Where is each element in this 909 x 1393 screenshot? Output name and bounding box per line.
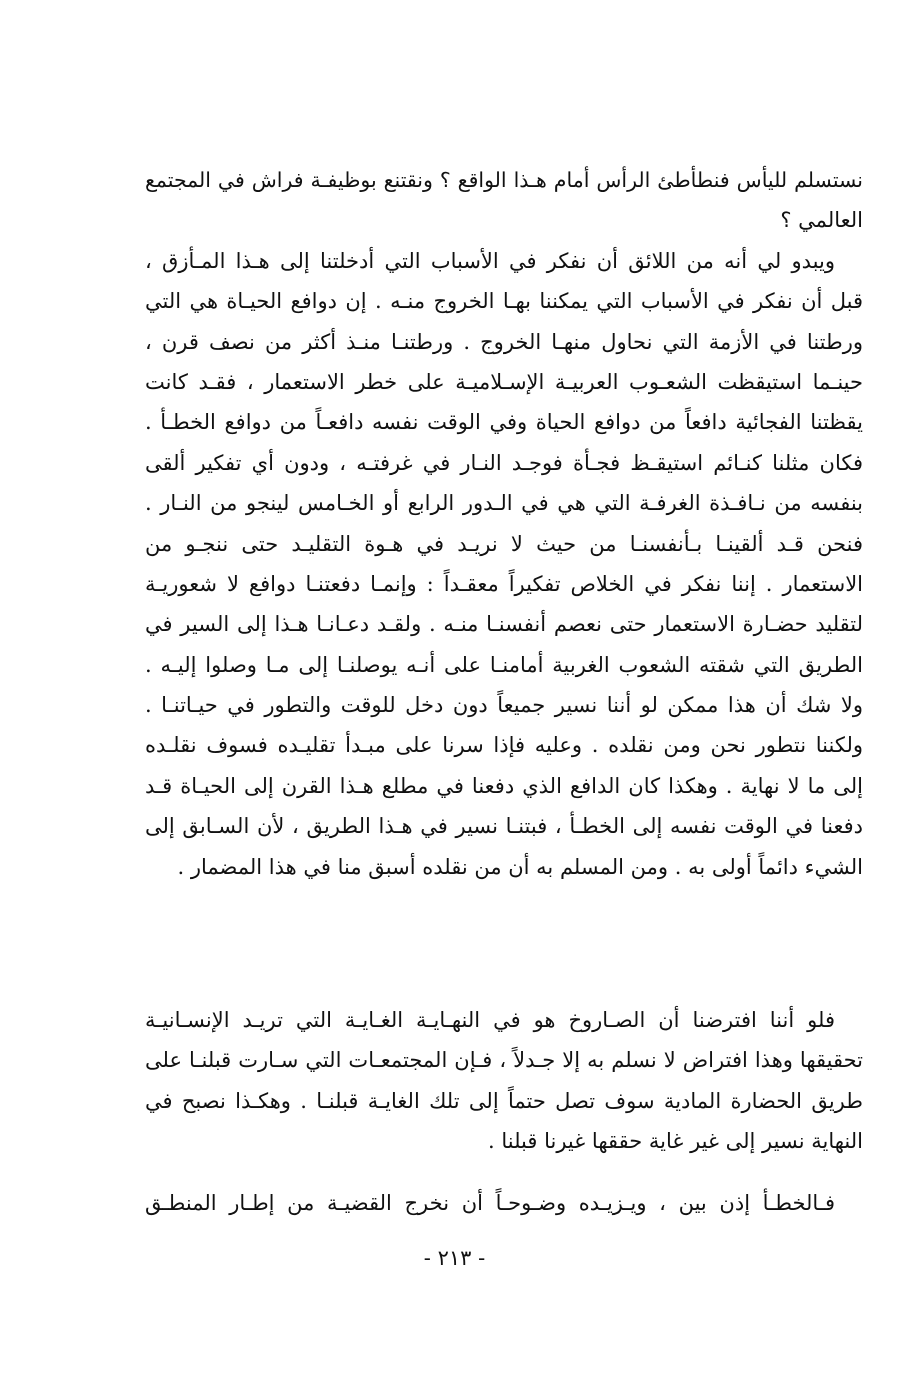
text-line: العالمي ؟: [780, 208, 863, 233]
text-line: فكان مثلنا كنـائم استيقـظ فجـأة فوجـد النـار في غرفتـه ، ودون أي تفكير ألقى: [145, 450, 863, 475]
text-line: قبل أن نفكر في الأسباب التي يمكننا بهـا الخروج منـه . إن دوافع الحيـاة هي التي: [145, 289, 863, 314]
text-line: بنفسه من نـافـذة الغرفـة التي هي في الـدور الرابع أو الخـامس لينجو من النـار .: [145, 491, 863, 516]
text-line: الطريق التي شقته الشعوب الغربية أمامنـا على أنـه يوصلنـا إلى مـا وصلوا إليـه .: [145, 652, 863, 677]
text-line: ويبدو لي أنه من اللائق أن نفكر في الأسباب التي أدخلتنا إلى هـذا المـأزق ،: [145, 248, 835, 273]
text-line: فـالخطـأ إذن بين ، ويـزيـده وضـوحـاً أن نخرج القضيـة من إطـار المنطـق: [145, 1191, 835, 1215]
page-number: - ٢١٣ -: [423, 1246, 486, 1270]
text-line: الاستعمار . إننا نفكر في الخلاص تفكيراً معقـداً : وإنمـا دفعتنـا دوافع لا شعوريـة: [145, 571, 863, 596]
text-line: إلى ما لا نهاية . وهكذا كان الدافع الذي دفعنا في مطلع هـذا القرن إلى الحيـاة قـد: [145, 773, 863, 798]
text-line: لتقليد حضـارة الاستعمار حتى نعصم أنفسنـا منـه . ولقـد دعـانـا هـذا إلى السير في: [145, 612, 863, 637]
text-line: الشيء دائماً أولى به . ومن المسلم به أن من نقلده أسبق منا في هذا المضمار .: [177, 854, 863, 879]
text-line: حينـما استيقظت الشعـوب العربيـة الإسـلاميـة على خطر الاستعمار ، فقـد كانت: [145, 369, 863, 394]
paragraph-group-3: [145, 1183, 863, 1223]
text-line: يقظتنا الفجائية دافعاً من دوافع الحياة وفي الوقت نفسه دافعـاً من دوافع الخطـأ .: [145, 410, 863, 435]
text-line: فلو أننا افترضنا أن الصـاروخ هو في النهـايـة الغـايـة التي تريـد الإنسـانيـة: [145, 1008, 835, 1032]
text-line: ولا شك أن هذا ممكن لو أننا نسير جميعاً دون دخل للوقت والتطور في حيـاتنـا .: [145, 693, 863, 718]
text-line: النهاية نسير إلى غير غاية حققها غيرنا قبلنا .: [488, 1129, 863, 1154]
text-line: طريق الحضارة المادية سوف تصل حتماً إلى تلك الغايـة قبلنـا . وهكـذا نصبح في: [145, 1088, 863, 1113]
paragraph-group-1: [145, 160, 863, 887]
text-line: فنحن قـد ألقينـا بـأنفسنـا من حيث لا نريـد في هـوة التقليـد حتى ننجـو من: [145, 531, 863, 556]
text-line: دفعنا في الوقت نفسه إلى الخطـأ ، فبتنـا نسير في هـذا الطريق ، لأن السـابق إلى: [145, 814, 863, 839]
paragraph-group-2: [145, 1000, 863, 1162]
text-line: تحقيقها وهذا افتراض لا نسلم به إلا جـدلاً ، فـإن المجتمعـات التي سـارت قبلنـا على: [145, 1048, 863, 1073]
text-line: ولكننا نتطور نحن ومن نقلده . وعليه فإذا سرنا على مبـدأ تقليـده فسوف نقلـده: [145, 733, 863, 758]
text-line: نستسلم لليأس فنطأطئ الرأس أمام هـذا الواقع ؟ ونقتنع بوظيفـة فراش في المجتمع: [145, 168, 863, 192]
text-line: ورطتنا في الأزمة التي نحاول منهـا الخروج . ورطتنـا منـذ أكثر من نصف قرن ،: [145, 329, 863, 354]
